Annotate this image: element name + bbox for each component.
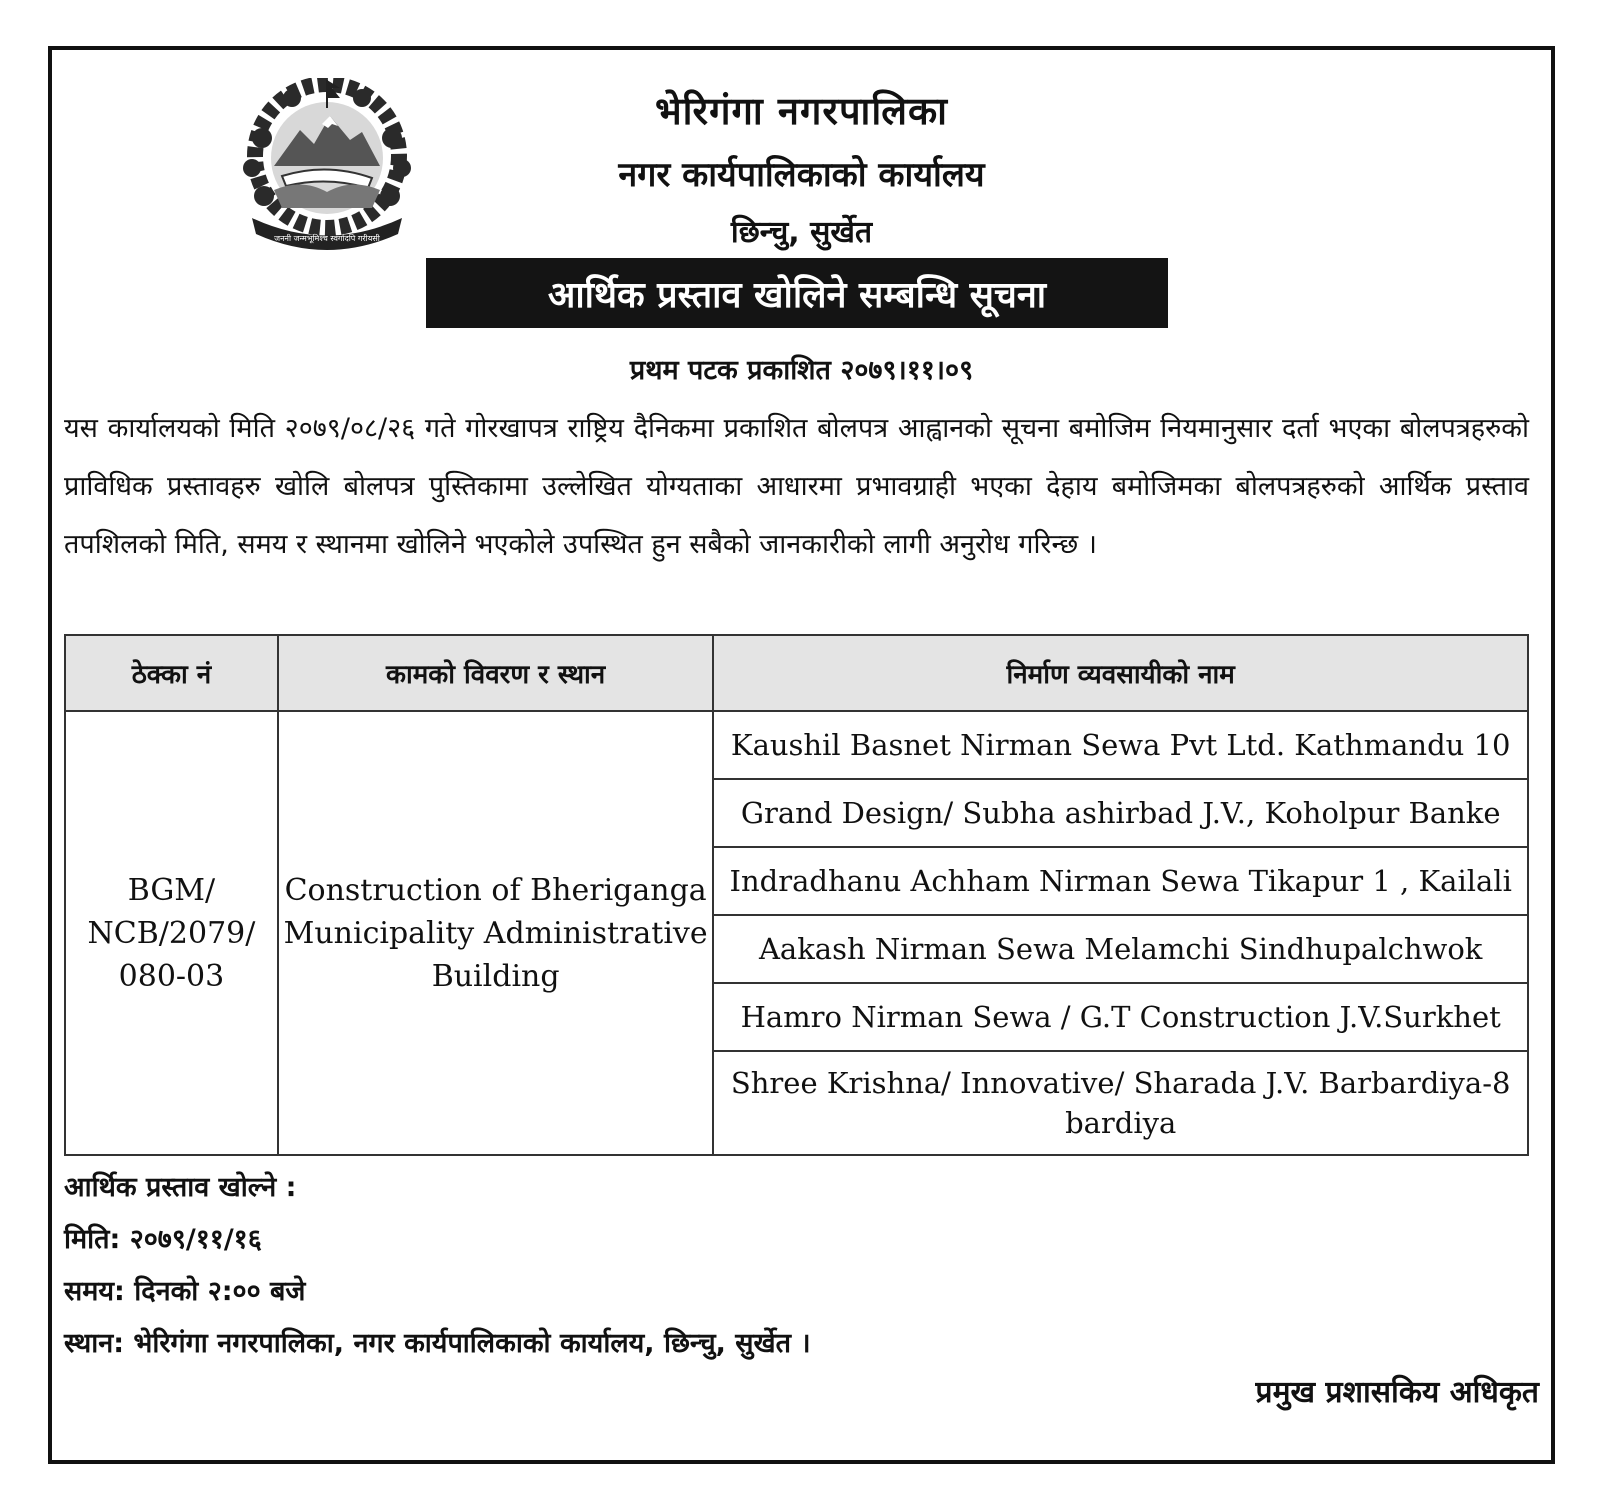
work-description <box>278 711 713 1155</box>
contractor-name: Aakash Nirman Sewa Melamchi Sindhupalchwok <box>714 916 1527 984</box>
signatory-title: प्रमुख प्रशासकिय अधिकृत <box>1255 1375 1539 1410</box>
svg-text:जननी जन्मभूमिश्च स्वर्गादपि गर: जननी जन्मभूमिश्च स्वर्गादपि गरीयसी <box>274 234 380 243</box>
contractor-name: Grand Design/ Subha ashirbad J.V., Koholpur Banke <box>714 780 1527 848</box>
opening-date: मिति: २०७९/११/१६ <box>64 1224 262 1255</box>
notice-frame <box>48 46 1555 1464</box>
opening-time: समय: दिनको २:०० बजे <box>64 1276 306 1307</box>
contractor-name: Indradhanu Achham Nirman Sewa Tikapur 1 , Kailali <box>714 848 1527 916</box>
published-date: प्रथम पटक प्रकाशित २०७९।११।०९ <box>629 355 974 386</box>
notice-body: यस कार्यालयको मिति २०७९/०८/२६ गते गोरखापत्र राष्ट्रिय दैनिकमा प्रकाशित बोलपत्र आह्वानको सूचना बमोजिम नियमानुसार दर्ता भएका बोलपत्रहरुको प्राविधिक प्रस्तावहरु खोलि बोलपत्र पुस्तिकामा उल्लेखित योग्यताका आधारमा प्रभावग्राही भएका देहाय बमोजिमका बोलपत्रहरुको आर्थिक प्रस्ताव तपशिलको मिति, समय र स्थानमा खोलिने भएकोले उपस्थित हुन सबैको जानकारीको लागी अनुरोध गरिन्छ । <box>64 413 1529 560</box>
header-work-description: कामको विवरण र स्थान <box>278 635 713 711</box>
opening-label: आर्थिक प्रस्ताव खोल्ने : <box>64 1172 297 1203</box>
opening-details <box>64 1162 811 1370</box>
work-description-line: Municipality Administrative <box>283 915 708 951</box>
work-description-line: Building <box>431 958 560 994</box>
header-contractor-name: निर्माण व्यवसायीको नाम <box>713 635 1528 711</box>
contract-number-line: 080-03 <box>118 958 225 994</box>
contract-number-line: BGM/ <box>127 872 216 908</box>
contract-number-line: NCB/2079/ <box>87 915 256 951</box>
contract-number <box>65 711 278 1155</box>
opening-place: स्थान: भेरिगंगा नगरपालिका, नगर कार्यपालिकाको कार्यालय, छिन्चु, सुर्खेत । <box>64 1328 811 1359</box>
header-contract-no: ठेक्का नं <box>65 635 278 711</box>
contractor-name: Kaushil Basnet Nirman Sewa Pvt Ltd. Kathmandu 10 <box>714 712 1527 780</box>
table-header-row <box>65 635 1528 711</box>
office-name: नगर कार्यपालिकाको कार्यालय <box>618 155 985 195</box>
municipality-name: भेरिगंगा नगरपालिका <box>654 89 949 133</box>
contractor-list <box>713 711 1528 1155</box>
contractor-name: Hamro Nirman Sewa / G.T Construction J.V.Surkhet <box>714 984 1527 1052</box>
table-row <box>65 711 1528 1155</box>
contract-table <box>64 634 1529 1156</box>
notice-title: आर्थिक प्रस्ताव खोलिने सम्बन्धि सूचना <box>426 258 1168 328</box>
work-description-line: Construction of Bheriganga <box>284 872 707 908</box>
contractor-name: Shree Krishna/ Innovative/ Sharada J.V. Barbardiya-8 bardiya <box>730 1066 1511 1140</box>
office-address: छिन्चु, सुर्खेत <box>730 215 873 250</box>
